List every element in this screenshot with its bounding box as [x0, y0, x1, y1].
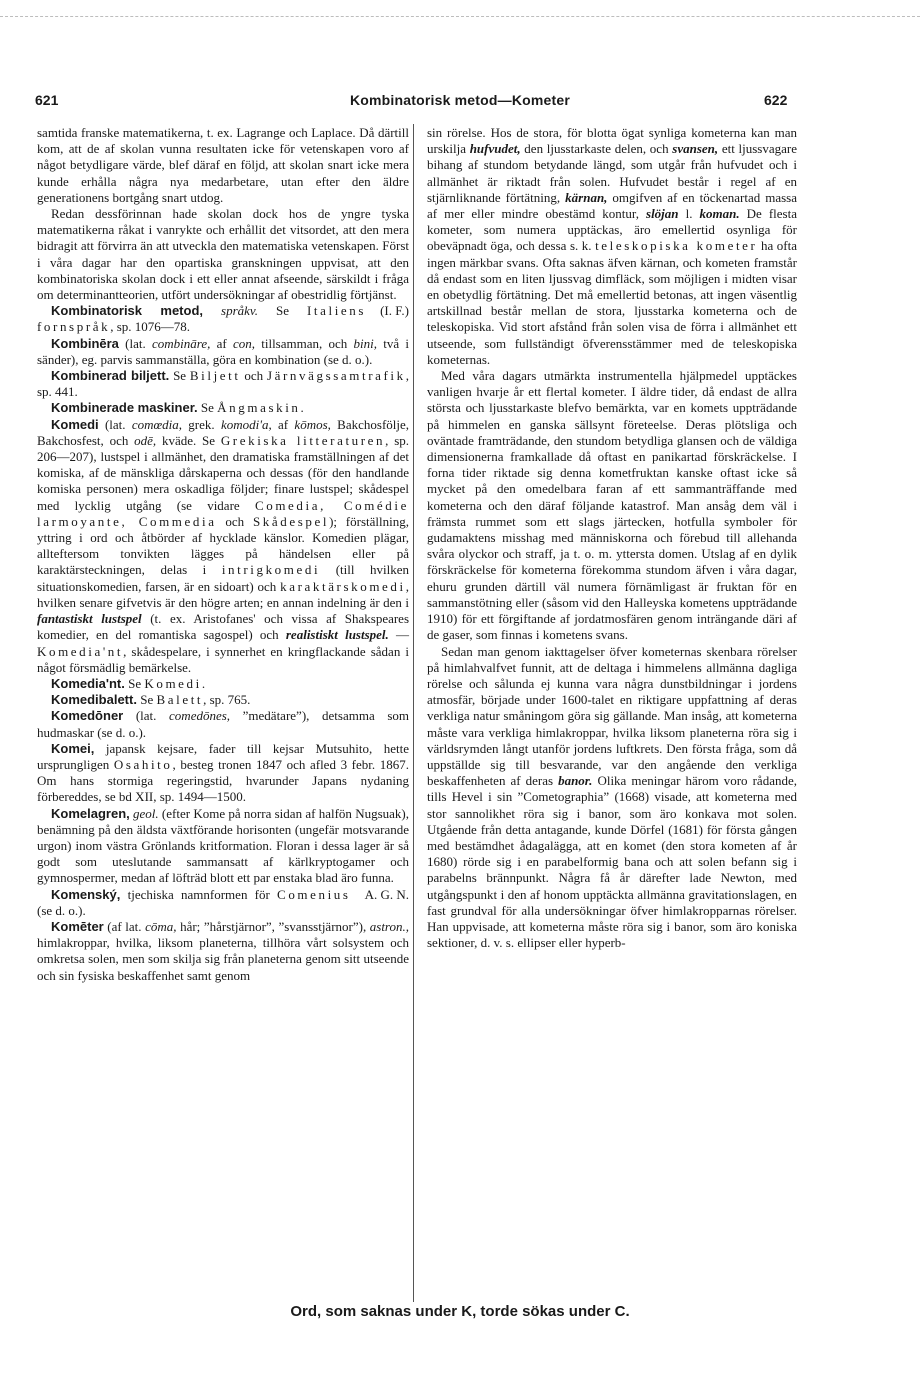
- entry-kombinerad-biljett: Kombinerad biljett. Se Biljett och Järnvägssamtrafik, sp. 441.: [37, 368, 409, 400]
- intro-paragraph: samtida franske matematikerna, t. ex. Lagrange och Laplace. Då därtill kom, att de af skolan vunna resultaten icke för vetenskapen voro af något betydligare värde, blef däraf en följd, att skolan snart icke mera kunde erhålla några nya medarbetare, utan efter den äldre generationens bortgång snart utdog.: [37, 125, 409, 205]
- right-column: [427, 125, 797, 951]
- cross-reference: Grekiska litteraturen: [220, 432, 386, 448]
- paragraph-kometer-orbits: Sedan man genom iakttagelser öfver kometernas skenbara rörelser på himlahvalfvet funnit, att de deltaga i himmelens allmänna dagliga rörelse och sålunda ej kunna vara några dunstbildningar i jordens atmosfär, började under 1600-talet en riktigare uppfattning af deras verkliga natur småningom göra sig gällande. Man insåg, att kometerna måste vara verkliga himlakroppar, hvilka liksom planeterna röra sig i världsrymden långt utanför jordens luftkrets. Den första fråga, som då uppställde sig till besvarande, var den angående den verkliga beskaffenheten af deras banor. Olika meningar härom voro rådande, tills Hevel i sin ”Cometographia” (1668) visade, att kometerna med stor sannolikhet röra sig i banor, som äro konkava mot solen. Utgående från detta antagande, kunde Dörfel (1681) för första gången med bestämdhet ådagalägga, att en komet (den stora kometen af år 1680) rörde sig i en parabelformig bana och att solen befann sig i parabelns brännpunkt. Några få år därefter lade Newton, med utgångspunkt i den af honom upptäckta allmänna gravitationslagen, en fast grundval för alla undersökningar öfver himlakropparnas rörelser. Han uppvisade, att kometerna måste röra sig i banor, som äro koniska sektioner, d. v. s. ellipser eller hyperb-: [427, 643, 797, 951]
- headword: Komelagren,: [51, 805, 130, 821]
- headword: Kombinatorisk metod,: [51, 303, 203, 319]
- entry-komediant: Komedia'nt. Se Komedi.: [51, 675, 206, 691]
- entry-komensky: Komenský, tjechiska namnformen för Comenius (se d. o.).: [37, 886, 351, 918]
- column-divider: [413, 124, 414, 1302]
- headword: Komedibalett.: [51, 692, 137, 708]
- headword: Komei,: [51, 740, 95, 756]
- headword: Kombinerad biljett.: [51, 368, 170, 384]
- page-number-left: 621: [35, 92, 59, 108]
- headword: Kombinēra: [51, 335, 119, 351]
- cross-reference: Biljett: [189, 368, 241, 384]
- cross-reference: Comedia, Comédie larmoyante, Commedia: [37, 497, 409, 529]
- signature: A. G. N.: [364, 886, 409, 902]
- scan-top-border: [0, 16, 920, 17]
- cross-reference: Komedi: [144, 675, 202, 691]
- entry-kometer: Komēter (af lat. cōma, hår; ”hårstjärnor”, ”svansstjärnor”), astron., himlakroppar, hvilka, liksom planeterna, tillhöra vårt solsystem och omkretsa solen, men som skilja sig från planeterna genom sitt utseende och sin fysiska beskaffenhet samt genom: [37, 918, 410, 983]
- entry-kombinera: Kombinēra (lat. combināre, af con, tillsamman, och bini, två i sänder), eg. parvis sammanställa, göra en kombination (se d. o.).: [37, 335, 409, 367]
- cross-reference: Balett: [156, 692, 204, 708]
- signature: (I. F.): [380, 303, 409, 319]
- cross-reference: Italiens fornspråk: [37, 303, 367, 335]
- entry-kombinerade-maskiner: Kombinerade maskiner. Se Ångmaskin.: [51, 400, 304, 416]
- running-title: Kombinatorisk metod—Kometer: [349, 92, 571, 108]
- headword: Komedōner: [51, 708, 124, 724]
- entry-komedibalett: Komedibalett. Se Balett, sp. 765.: [51, 692, 251, 708]
- cross-reference: Ångmaskin: [217, 400, 301, 416]
- page-number-right: 622: [764, 92, 788, 108]
- headword: Kombinerade maskiner.: [51, 400, 198, 416]
- headword: Komēter: [51, 918, 104, 934]
- page-footer-note: Ord, som saknas under K, torde sökas under C.: [290, 1303, 630, 1320]
- left-column: [37, 125, 409, 984]
- entry-kombinatorisk-metod: Kombinatorisk metod, språkv. Se Italiens fornspråk, sp. 1076—78.: [37, 303, 367, 335]
- cross-reference: Skådespel: [252, 513, 330, 529]
- intro-paragraph-2: Redan dessförinnan hade skolan dock hos de yngre tyska matematikerna råkat i vanrykte och erhållit det vitsordet, att den mera bidragit att förvirra än att utveckla den matematiska vetenskapen. Först i våra dagar har den opartiska granskningen uppvisat, att den kombinatoriska skolan dock i ett eller annat afseende, särskildt i fråga om determinantteorien, utfört undersökningar af obestridlig förtjänst. (I. F.): [37, 206, 409, 319]
- cross-reference: Järnvägssamtrafik: [266, 368, 406, 384]
- headword: Komedia'nt.: [51, 675, 125, 691]
- cross-reference: Osahito: [113, 756, 173, 772]
- entry-komei: Komei, japansk kejsare, fader till kejsar Mutsuhito, hette ursprungligen Osahito, besteg tronen 1847 och afled 3 febr. 1867. Om hans stormiga regeringstid, hvarunder Japans nydaning förbereddes, se bd XII, sp. 1494—1500.: [37, 740, 409, 805]
- cross-reference: Comenius: [277, 886, 351, 902]
- entry-komedoner: Komedōner (lat. comedōnes, ”medätare”), detsamma som hudmaskar (se d. o.).: [37, 708, 409, 740]
- entry-komelagren: Komelagren, geol. (efter Kome på norra sidan af halfön Nugsuak), benämning på den äldsta växtförande horisonten (ungefär motsvarande urgon) inom västra Grönlands kritformation. Floran i dessa lager är så godt som uteslutande sammansatt af kärlkryptogamer och gymnospermer, medan af löfträd blott ett par enstaka blad äro funna. A. G. N.: [37, 805, 409, 902]
- paragraph-kometer-history: Med våra dagars utmärkta instrumentella hjälpmedel upptäckes vanligen hvarje år ett flertal kometer. I äldre tider, då endast de allra största och ljusstarkaste blefvo bemärkta, var en komets uppträdande på himmelen en ganska sällsynt företeelse. Deras plötsliga och oväntade framträdande, den stundom betydliga glansen och de väldiga dimensionerna framkallade då oftast en panikartad förskräckelse. I forna tider riktade sig denna kometfruktan kanske oftast icke så mycket på den omedelbara faran af ett sammanträffande med kometerna och den däraf följande katastrof. Man ansåg dem väl i främsta rummet som ett slags järtecken, hotfulla symboler för gudamaktens misshag med människorna och förebud till allehanda svåra olyckor och straff, ja t. o. m. yttersta domen. Utslag af en dylik förskräckelse för kometerna förekomma stundom äfven i våra dagar, ehuru grunden därtill väl numera förnämligast är fruktan för en sammanstötning eller (såsom vid den Halleyska kometens uppträdande 1910) för ett förgiftande af jordatmosfären genom inträngande däri af de gaser, som finnas i kometens svans.: [427, 368, 797, 643]
- headword: Komedi: [51, 416, 99, 432]
- entry-komedi: Komedi (lat. comœdia, grek. komodi'a, af kōmos, Bakchosfölje, Bakchosfest, och odē, kväde. Se Grekiska litteraturen, sp. 206—207), lustspel i allmänhet, den dramatiska framställningen af det komiska, af de mänskliga dårskaperna och dessas (för den handlande komiska personen) mera oskadliga följder; finare lustspel; skådespel med lycklig utgång (se vidare Comedia, Comédie larmoyante, Commedia och Skådespel); förställning, yttring i ord och åtbörder af hycklade känslor. Komedien plägar, allteftersom tonvikten lägges på händelsen eller på karaktärsteckningen, delas i intrigkomedi (till hvilken situationskomedien, farsen, är en sidoart) och karaktärskomedi, hvilken senare gifvetvis är den högre arten; en annan indelning är den i fantastiskt lustspel (t. ex. Aristofanes' och vissa af Shakspeares komedier, en del romantiska sagospel) och realistiskt lustspel. — Komedia'nt, skådespelare, i synnerhet en kringflackande sådan i något försmädlig bemärkelse.: [37, 416, 410, 675]
- paragraph-kometer-anatomy: sin rörelse. Hos de stora, för blotta ögat synliga kometerna kan man urskilja hufvudet, den ljusstarkaste delen, och svansen, ett ljussvagare bihang af stundom betydande längd, som utgår från hufvudet och i allmänhet är riktadt från solen. Hufvudet består i regel af en stjärnliknande förtätning, kärnan, omgifven af en töckenartad massa af mer eller mindre obestämd kontur, slöjan l. koman. De flesta kometer, som numera upptäckas, äro emellertid osynliga för obeväpnadt öga, och dessa s. k. teleskopiska kometer ha ofta ingen märkbar svans. Ofta saknas äfven kärnan, och kometen framstår då endast som en liten ljussvag dimfläck, som möjligen i midten visar en obetydlig förtätning. Det må emellertid betonas, att ingen väsentlig artskillnad består mellan de stora, ljusstarka kometerna och de teleskopiska. Vid stort afstånd från solen visa de förra i allmänhet ett utseende, som fullständigt öfverensstämmer med de teleskopiska kometernas.: [427, 125, 798, 367]
- headword: Komenský,: [51, 886, 121, 902]
